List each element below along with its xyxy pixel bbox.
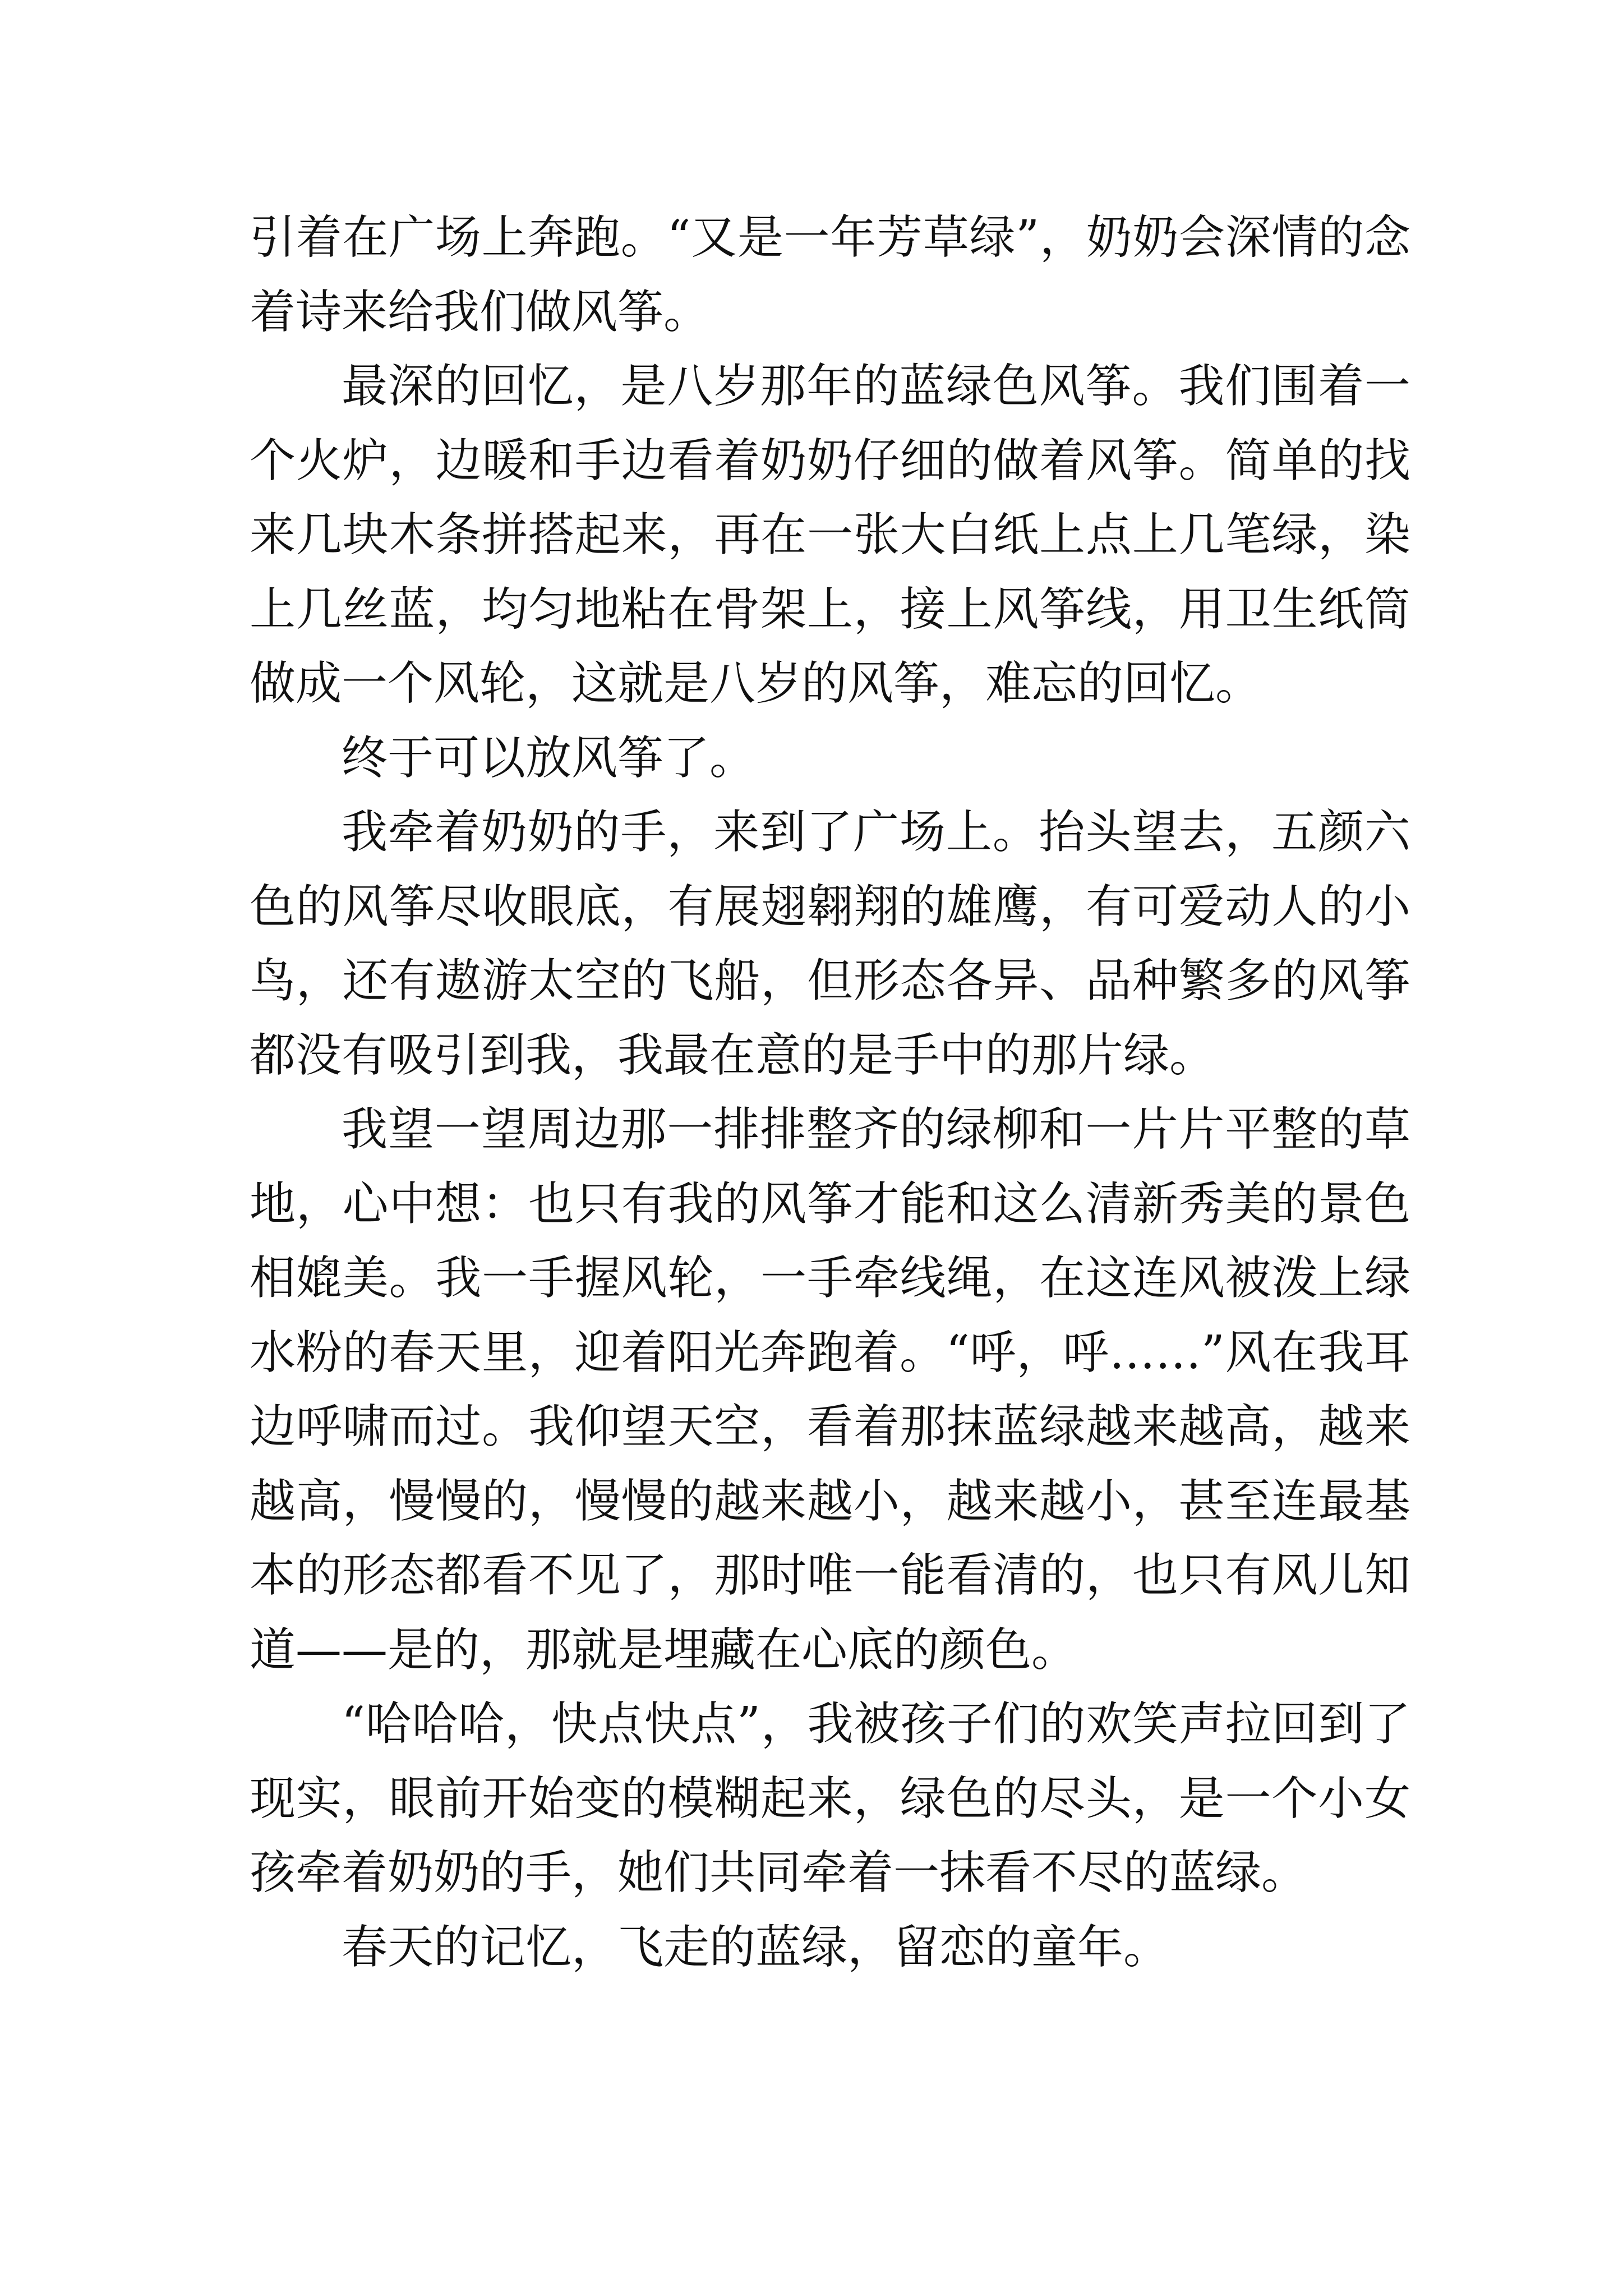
paragraph-5: 我望一望周边那一排排整齐的绿柳和一片片平整的草地，心中想：也只有我的风筝才能和这么清新秀美的景色相媲美。我一手握风轮，一手牵线绳，在这连风被泼上绿水粉的春天里，迎着阳光奔跑着。“呼，呼……”风在我耳边呼啸而过。我仰望天空，看着那抹蓝绿越来越高，越来越高，慢慢的，慢慢的越来越小，越来越小，甚至连最基本的形态都看不见了，那时唯一能看清的，也只有风儿知道——是的，那就是埋藏在心底的颜色。 [250,1103,1410,1677]
essay-body [250,201,1410,1985]
paragraph-3: 终于可以放风筝了。 [342,731,756,785]
paragraph-7: 春天的记忆，飞走的蓝绿，留恋的童年。 [342,1920,1170,1974]
paragraph-4: 我牵着奶奶的手，来到了广场上。抬头望去，五颜六色的风筝尽收眼底，有展翅翱翔的雄鹰，有可爱动人的小鸟，还有遨游太空的飞船，但形态各异、品种繁多的风筝都没有吸引到我，我最在意的是手中的那片绿。 [250,806,1410,1082]
paragraph-1: 引着在广场上奔跑。“又是一年芳草绿”，奶奶会深情的念着诗来给我们做风筝。 [250,211,1410,339]
paragraph-2: 最深的回忆，是八岁那年的蓝绿色风筝。我们围着一个火炉，边暖和手边看着奶奶仔细的做着风筝。简单的找来几块木条拼搭起来，再在一张大白纸上点上几笔绿，染上几丝蓝，均匀地粘在骨架上，接上风筝线，用卫生纸筒做成一个风轮，这就是八岁的风筝，难忘的回忆。 [250,360,1410,710]
paragraph-6: “哈哈哈，快点快点”，我被孩子们的欢笑声拉回到了现实，眼前开始变的模糊起来，绿色的尽头，是一个小女孩牵着奶奶的手，她们共同牵着一抹看不尽的蓝绿。 [250,1697,1410,1899]
